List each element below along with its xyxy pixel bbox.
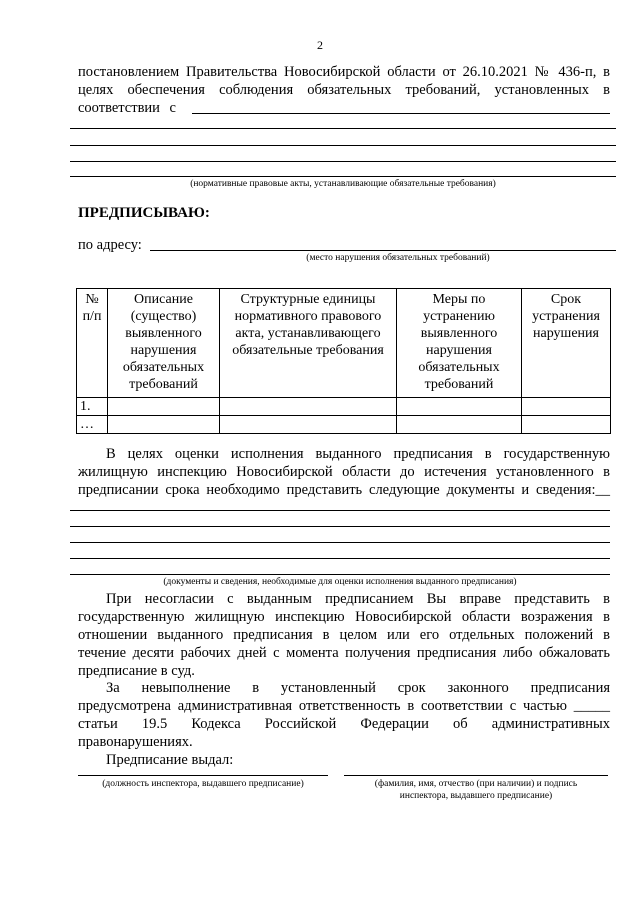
norms-input-line-5[interactable] [70, 176, 616, 177]
row-number: 1. [77, 398, 108, 416]
header-description: Описание (существо) выявленного нарушения обязательных требований [108, 289, 220, 398]
intro-line-3: соответствии с [78, 100, 176, 116]
address-caption: (место нарушения обязательных требований) [306, 253, 490, 263]
evaluation-line-3: предписании срока необходимо представить следующие документы и сведения:__ [78, 482, 610, 498]
violations-table [76, 288, 611, 434]
table-cell[interactable] [397, 416, 522, 434]
table-row [77, 398, 611, 416]
inspector-name-caption-1: (фамилия, имя, отчество (при наличии) и подпись [374, 779, 578, 789]
intro-line-2: целях обеспечения соблюдения обязательных требований, установленных в [78, 82, 610, 98]
table-cell[interactable] [522, 416, 611, 434]
evaluation-line-2: жилищную инспекцию Новосибирской области до истечения установленного в [78, 464, 610, 480]
inspector-name-signature-line[interactable] [344, 775, 608, 776]
table-row [77, 416, 611, 434]
table-cell[interactable] [397, 398, 522, 416]
address-label: по адресу: [78, 237, 142, 253]
header-structural-units: Структурные единицы нормативного правового акта, устанавливающего обязательные требования [220, 289, 397, 398]
address-input-line[interactable] [150, 250, 616, 251]
table-cell[interactable] [220, 398, 397, 416]
disagree-line-1: При несогласии с выданным предписанием Вы вправе представить в [106, 591, 610, 607]
header-number: № п/п [77, 289, 108, 398]
norms-input-line-4[interactable] [70, 161, 616, 162]
table-cell[interactable] [108, 398, 220, 416]
documents-caption: (документы и сведения, необходимые для оценки исполнения выданного предписания) [163, 577, 517, 587]
disagree-line-5: предписание в суд. [78, 663, 195, 679]
norms-input-line-2[interactable] [70, 128, 616, 129]
table-header-row [77, 289, 611, 398]
documents-input-line-5[interactable] [70, 574, 610, 575]
table-cell[interactable] [522, 398, 611, 416]
documents-input-line-4[interactable] [70, 558, 610, 559]
header-deadline: Срок устранения нарушения [522, 289, 611, 398]
table-cell[interactable] [108, 416, 220, 434]
liability-line-3: статьи 19.5 Кодекса Российской Федерации об административных [78, 716, 610, 732]
inspector-position-line[interactable] [78, 775, 328, 776]
documents-input-line-2[interactable] [70, 526, 610, 527]
norms-input-line-3[interactable] [70, 145, 616, 146]
inspector-position-caption: (должность инспектора, выдавшего предписание) [102, 779, 304, 789]
intro-line-1: постановлением Правительства Новосибирской области от 26.10.2021 № 436-п, в [78, 64, 610, 80]
norms-caption: (нормативные правовые акты, устанавливающие обязательные требования) [190, 179, 496, 189]
row-number: … [77, 416, 108, 434]
norms-input-line-1[interactable] [192, 113, 610, 114]
documents-input-line-3[interactable] [70, 542, 610, 543]
order-heading: ПРЕДПИСЫВАЮ: [78, 205, 210, 221]
liability-line-1: За невыполнение в установленный срок законного предписания [106, 680, 610, 696]
disagree-line-3: отношении выданного предписания в целом или его отдельных положений в [78, 627, 610, 643]
liability-line-4: правонарушениях. [78, 734, 193, 750]
header-measures: Меры по устранению выявленного нарушения обязательных требований [397, 289, 522, 398]
liability-line-2: предусмотрена административная ответственность в соответствии с частью _____ [78, 698, 610, 714]
documents-input-line-1[interactable] [70, 510, 610, 511]
disagree-line-4: течение десяти рабочих дней с момента получения предписания либо обжаловать [78, 645, 610, 661]
disagree-line-2: государственную жилищную инспекцию Новосибирской области возражения в [78, 609, 610, 625]
evaluation-line-1: В целях оценки исполнения выданного предписания в государственную [106, 446, 610, 462]
inspector-name-caption-2: инспектора, выдавшего предписание) [399, 791, 553, 801]
table-cell[interactable] [220, 416, 397, 434]
page-number: 2 [317, 38, 323, 52]
issued-label: Предписание выдал: [106, 752, 234, 768]
